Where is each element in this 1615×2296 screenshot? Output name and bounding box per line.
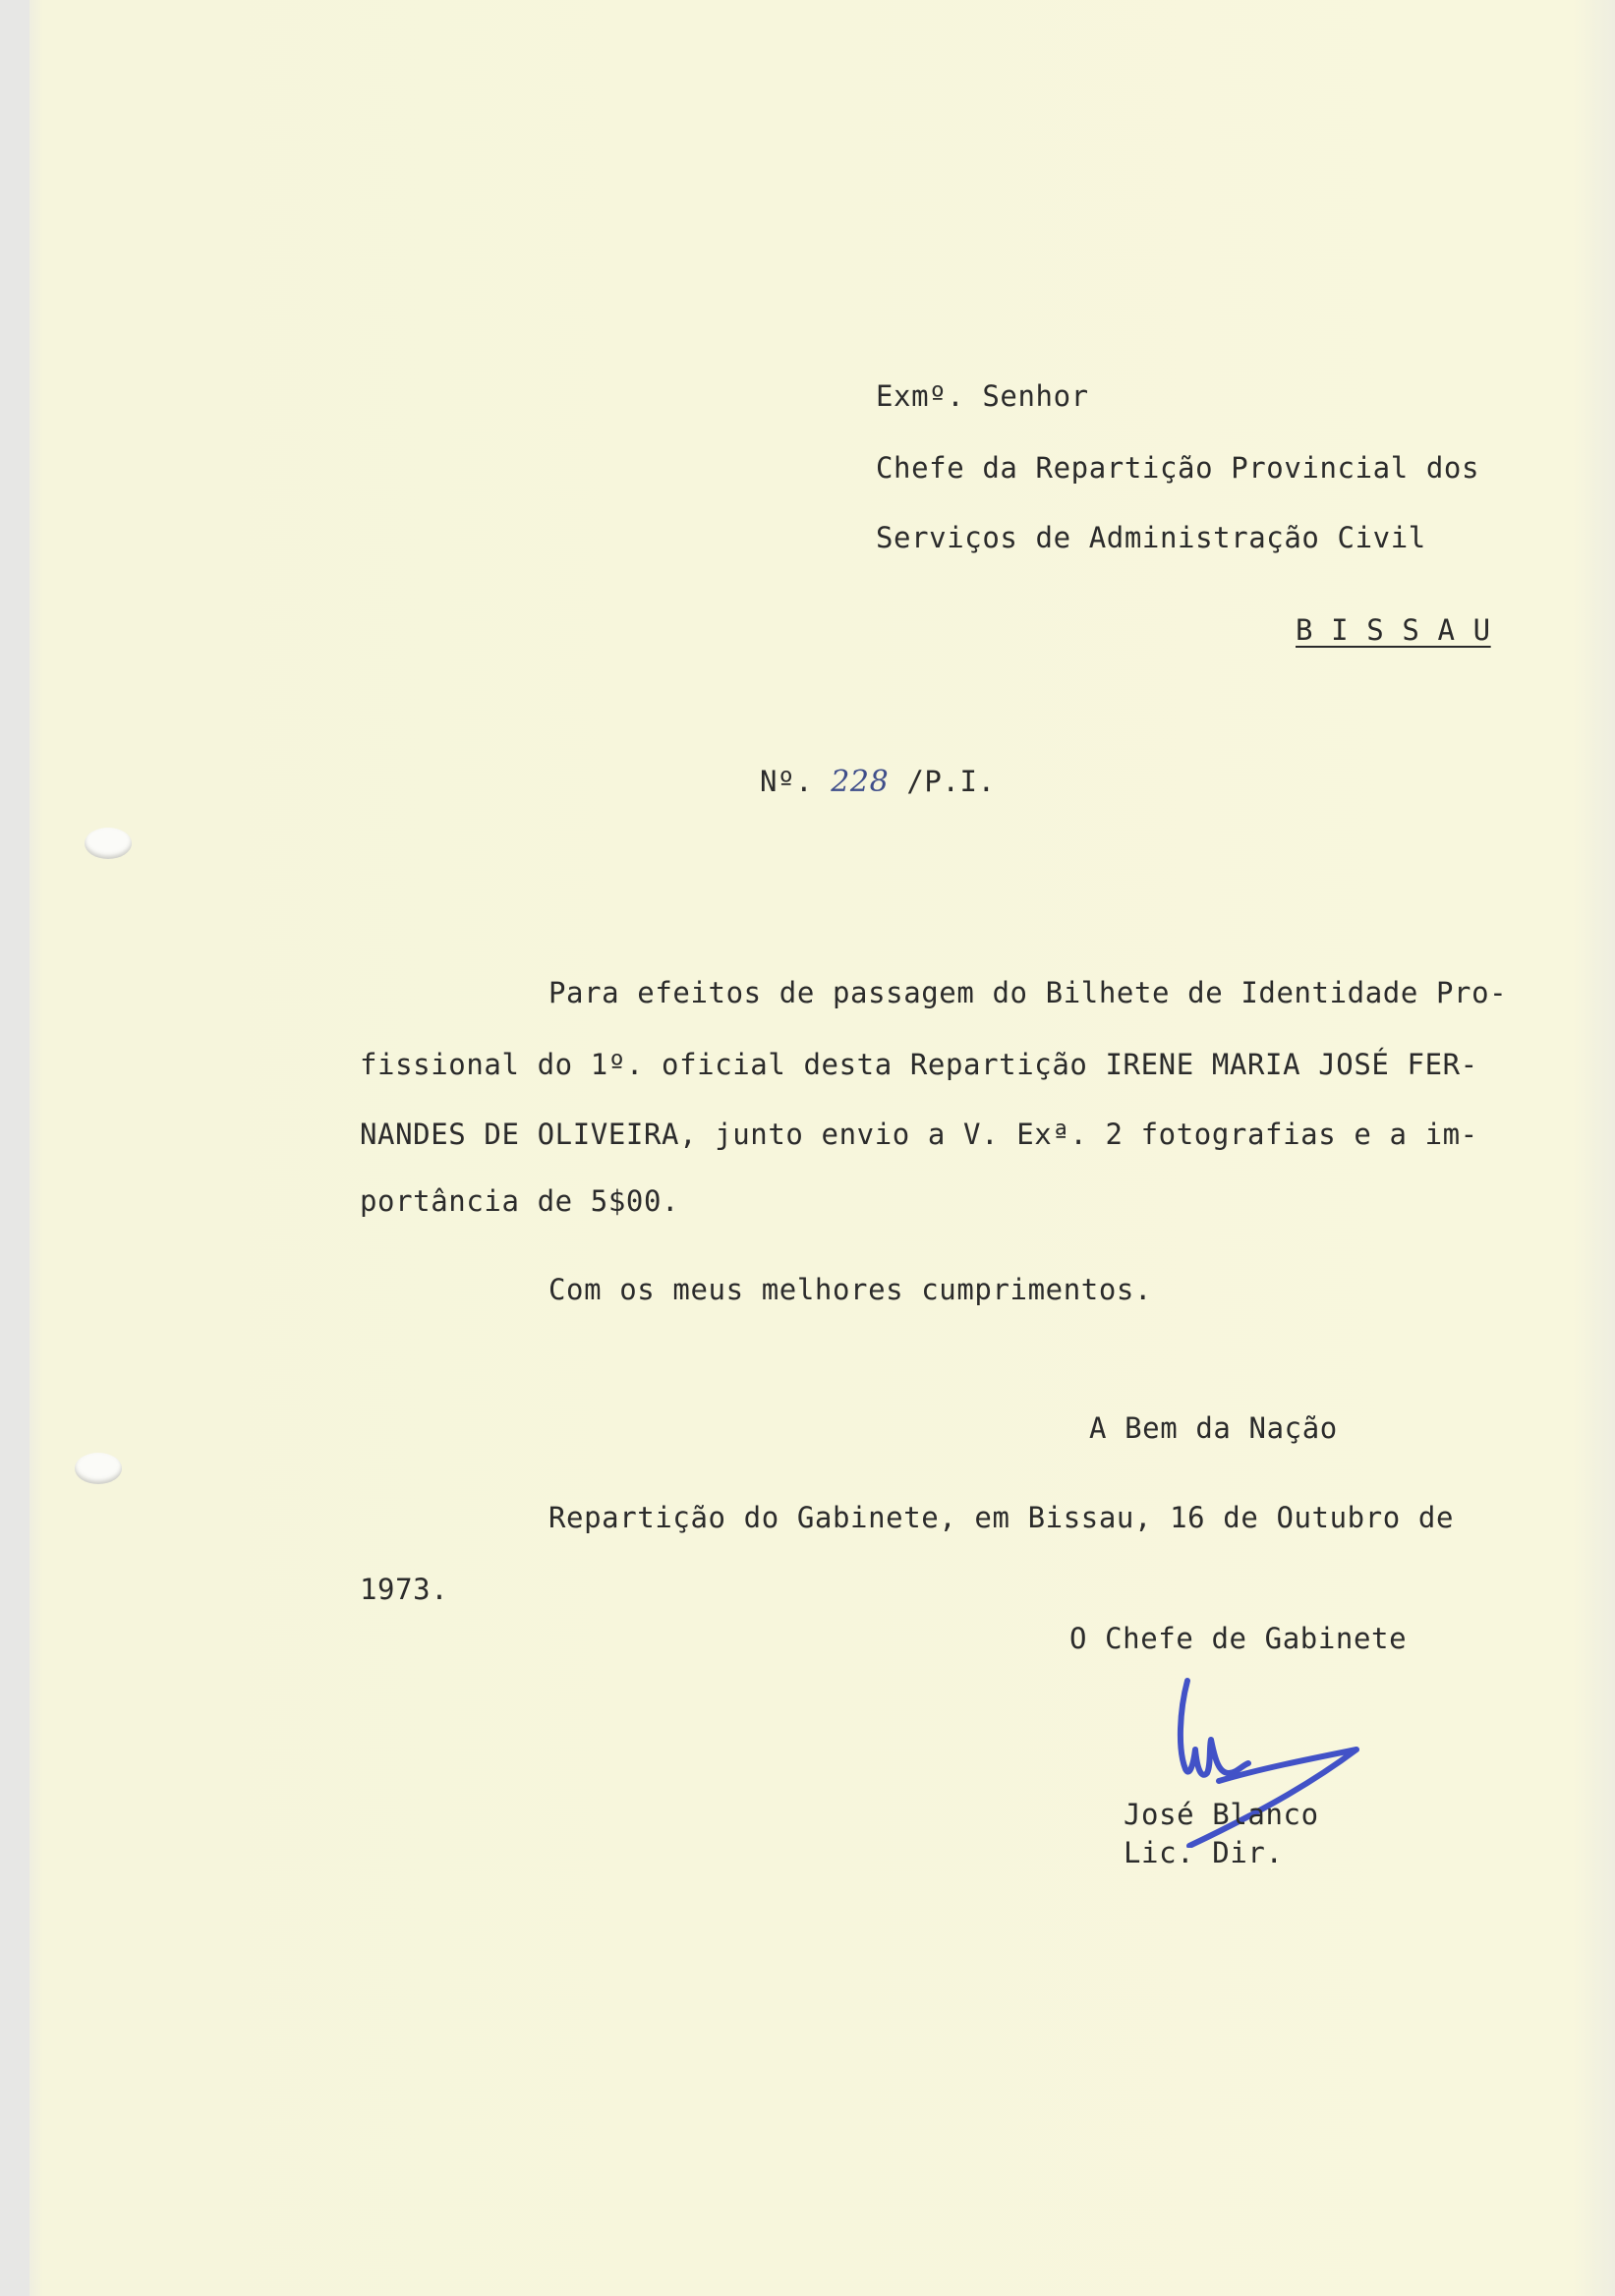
- scan-edge: [0, 0, 29, 2296]
- body-paragraph-2: Com os meus melhores cumprimentos.: [548, 1273, 1153, 1306]
- punch-hole-lower: [75, 1453, 122, 1484]
- body-paragraph-1-line-3: NANDES DE OLIVEIRA, junto envio a V. Exª. 2 fotografias e a im-: [360, 1118, 1478, 1151]
- reference-number-handwritten: 228: [831, 765, 890, 799]
- signatory-degree: Lic. Dir.: [1124, 1836, 1284, 1869]
- punch-hole-upper: [85, 828, 132, 859]
- address-line-1: Chefe da Repartição Provincial dos: [876, 451, 1480, 485]
- signatory-name: José Blanco: [1124, 1798, 1319, 1831]
- closing-title: O Chefe de Gabinete: [1069, 1622, 1408, 1655]
- address-city: B I S S A U: [1296, 613, 1491, 647]
- body-paragraph-1-line-1: Para efeitos de passagem do Bilhete de Identidade Pro-: [548, 976, 1508, 1009]
- reference-line: [760, 765, 996, 799]
- closing-place-date-line-2: 1973.: [360, 1573, 449, 1606]
- body-paragraph-1-line-4: portância de 5$00.: [360, 1184, 680, 1218]
- reference-suffix: /P.I.: [906, 765, 996, 798]
- address-line-2: Serviços de Administração Civil: [876, 521, 1426, 554]
- closing-place-date-line-1: Repartição do Gabinete, em Bissau, 16 de Outubro de: [548, 1501, 1455, 1534]
- address-salutation: Exmº. Senhor: [876, 379, 1089, 413]
- reference-prefix: Nº.: [760, 765, 814, 798]
- body-paragraph-1-line-2: fissional do 1º. oficial desta Repartição IRENE MARIA JOSÉ FER-: [360, 1048, 1478, 1081]
- closing-motto: A Bem da Nação: [1089, 1411, 1338, 1445]
